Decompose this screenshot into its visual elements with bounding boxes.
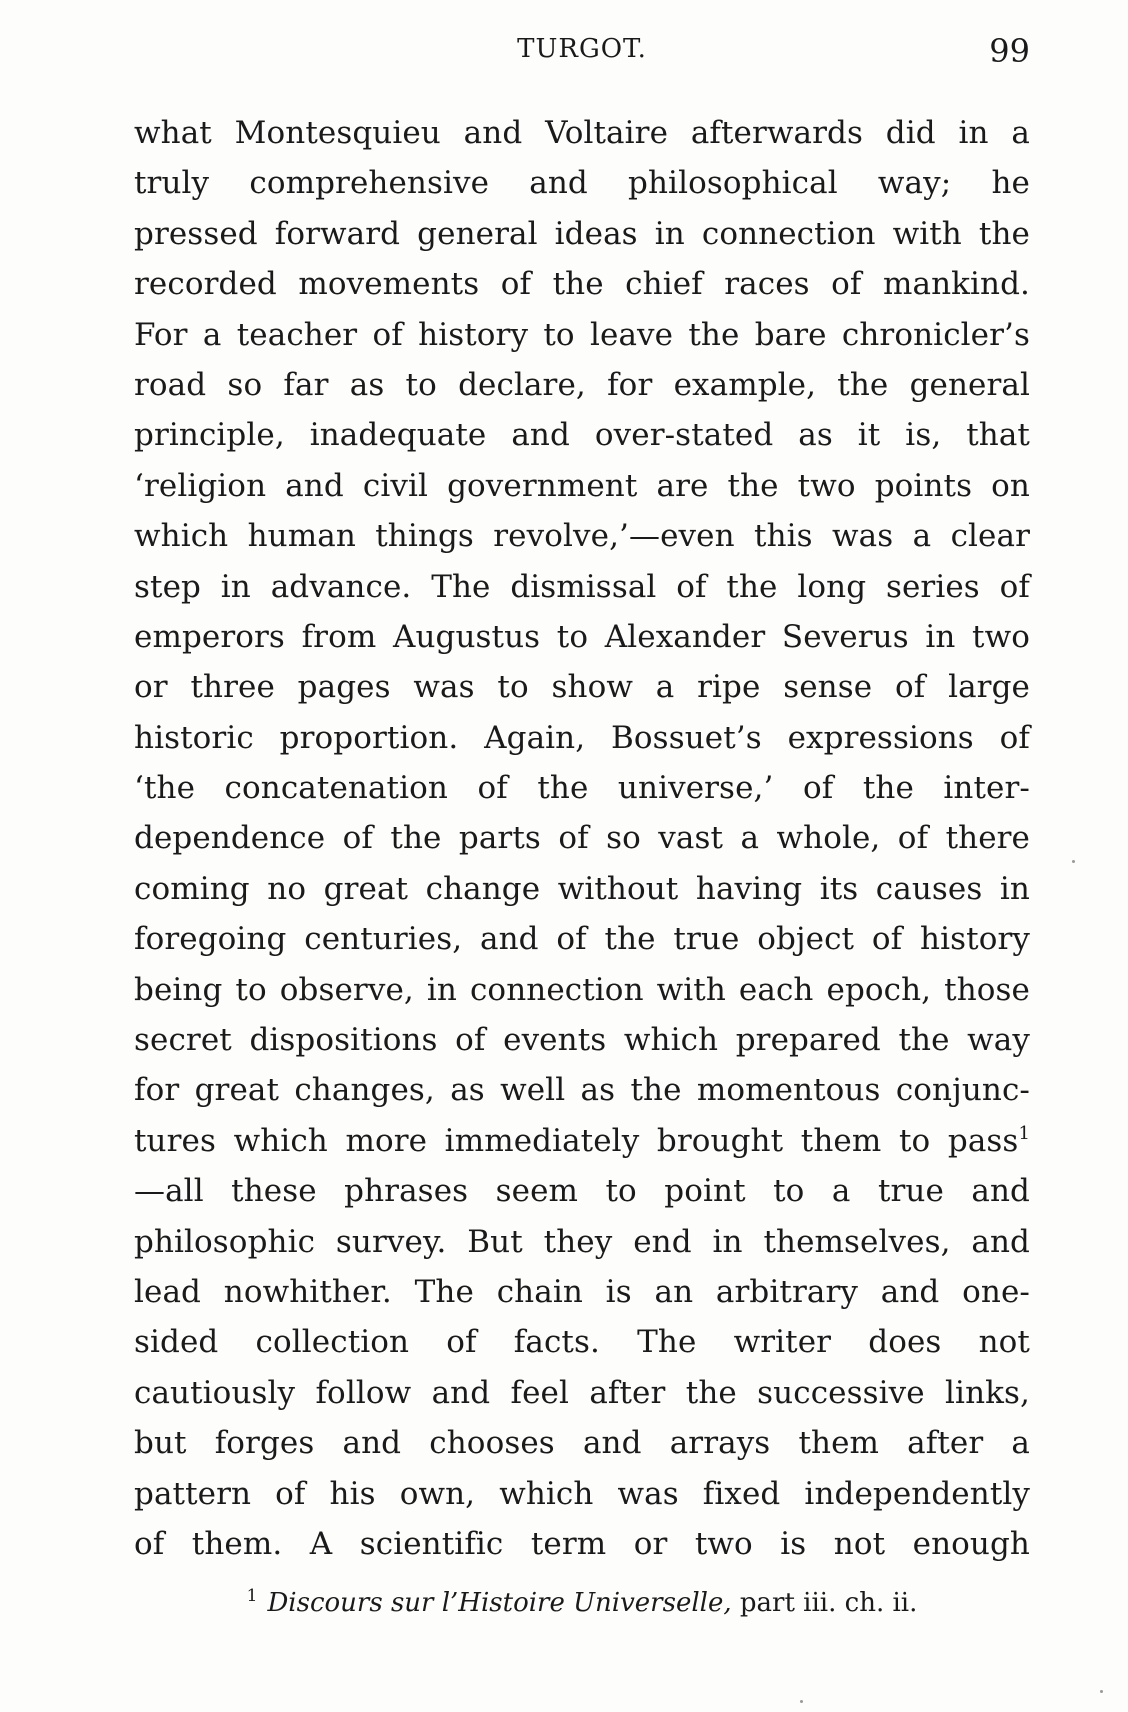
text-line: step in advance. The dismissal of the long series of — [134, 568, 1030, 605]
body-text — [134, 108, 1030, 1569]
text-line: but forges and chooses and arrays them after a — [134, 1425, 1030, 1462]
text-line: dependence of the parts of so vast a whole, of there — [134, 820, 1030, 857]
text-line: For a teacher of history to leave the bare chronicler’s — [134, 316, 1030, 353]
text-line: emperors from Augustus to Alexander Severus in two — [134, 618, 1030, 655]
text-line: for great changes, as well as the momentous conjunc- — [134, 1072, 1030, 1109]
text-line: pressed forward general ideas in connection with the — [134, 215, 1030, 252]
text-line: coming no great change without having its causes in — [134, 870, 1030, 907]
text-line: pattern of his own, which was fixed independently — [134, 1475, 1030, 1512]
text-line: tures which more immediately brought them to pass — [134, 1122, 1019, 1159]
page-header — [134, 34, 1030, 74]
text-line: lead nowhither. The chain is an arbitrary and one- — [134, 1273, 1030, 1310]
text-line: principle, inadequate and over-stated as it is, that — [134, 417, 1030, 454]
text-line: road so far as to declare, for example, the general — [134, 366, 1030, 403]
footnote-reference: 1 — [1018, 1122, 1030, 1144]
text-line: foregoing centuries, and of the true object of history — [134, 921, 1030, 958]
text-line: ‘religion and civil government are the two points on — [134, 467, 1030, 504]
paper-speck — [800, 1700, 803, 1703]
text-line: cautiously follow and feel after the successive links, — [134, 1374, 1030, 1411]
text-line-with-footnote-ref — [134, 1116, 1030, 1166]
footnote-title: Discours sur l’Histoire Universelle, — [267, 1588, 732, 1618]
text-line: which human things revolve,’—even this was a clear — [134, 518, 1030, 555]
text-line: of them. A scientific term or two is not enough — [134, 1525, 1030, 1562]
text-line: truly comprehensive and philosophical way; he — [134, 165, 1030, 202]
text-line: what Montesquieu and Voltaire afterwards did in a — [134, 115, 1030, 151]
text-line: sided collection of facts. The writer does not — [134, 1324, 1030, 1361]
text-line: recorded movements of the chief races of mankind. — [134, 266, 1030, 303]
paper-speck — [1100, 1690, 1103, 1693]
footnote-marker: 1 — [246, 1586, 258, 1606]
text-line: philosophic survey. But they end in themselves, and — [134, 1223, 1030, 1260]
paper-speck — [1072, 860, 1075, 863]
text-line: —all these phrases seem to point to a true and — [134, 1173, 1030, 1210]
running-head: TURGOT. — [517, 34, 647, 64]
page-number: 99 — [989, 32, 1030, 70]
text-line: being to observe, in connection with each epoch, those — [134, 971, 1030, 1008]
footnote — [134, 1586, 1030, 1618]
text-line: or three pages was to show a ripe sense of large — [134, 669, 1030, 706]
footnote-location: part iii. ch. ii. — [731, 1588, 918, 1618]
text-line: ‘the concatenation of the universe,’ of the inter- — [134, 770, 1030, 807]
text-line: secret dispositions of events which prepared the way — [134, 1022, 1030, 1059]
text-line: historic proportion. Again, Bossuet’s expressions of — [134, 719, 1030, 756]
